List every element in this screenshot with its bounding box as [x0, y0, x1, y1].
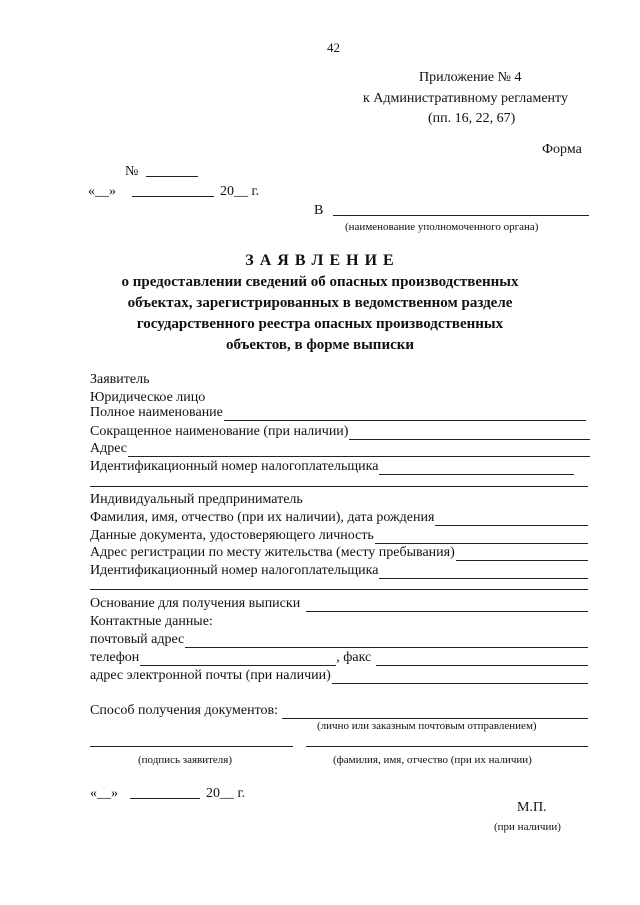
phone-fax-row	[90, 650, 588, 666]
appendix-line-3: (пп. 16, 22, 67)	[428, 111, 516, 126]
full-name-row	[90, 405, 586, 421]
appendix-line-2: к Административному регламенту	[363, 91, 568, 106]
full-name-label: Полное наименование	[90, 405, 223, 420]
full-name-field-line	[224, 407, 586, 421]
address-field-line	[128, 443, 590, 457]
date-day: «__»	[88, 184, 116, 199]
fio-field-line	[435, 512, 588, 526]
authority-caption: (наименование уполномоченного органа)	[345, 221, 539, 233]
signature-caption: (подпись заявителя)	[138, 754, 233, 766]
short-name-row	[90, 424, 590, 440]
legal-inn-label: Идентификационный номер налогоплательщика	[90, 459, 379, 474]
postal-label: почтовый адрес	[90, 632, 185, 647]
entrepreneur-inn-row	[90, 563, 588, 579]
footer-date-day: «__»	[90, 786, 118, 801]
phone-field-line	[140, 652, 336, 666]
number-field-line	[146, 176, 198, 177]
footer-date-month-line	[130, 798, 200, 799]
entrepreneur-inn-label: Идентификационный номер налогоплательщика	[90, 563, 379, 578]
phone-label: телефон	[90, 650, 140, 665]
applicant-label: Заявитель	[90, 372, 150, 387]
title-line-1: о предоставлении сведений об опасных производственных	[121, 274, 519, 290]
legal-entity-separator	[90, 486, 588, 487]
entrepreneur-label: Индивидуальный предприниматель	[90, 492, 303, 507]
signer-name-line	[306, 746, 588, 747]
legal-inn-row	[90, 459, 574, 475]
email-field-line	[332, 670, 588, 684]
basis-row	[90, 596, 588, 612]
reg-address-label: Адрес регистрации по месту жительства (месту пребывания)	[90, 545, 455, 560]
reg-address-row	[90, 545, 588, 561]
title-line-4: объектов, в форме выписки	[225, 337, 415, 353]
signature-line	[90, 746, 293, 747]
delivery-field-line	[282, 705, 588, 719]
basis-field-line	[306, 598, 588, 612]
email-row	[90, 668, 588, 684]
postal-field-line	[185, 634, 588, 648]
basis-label: Основание для получения выписки	[90, 596, 301, 611]
fax-field-line	[376, 652, 588, 666]
appendix-line-1: Приложение № 4	[419, 70, 522, 85]
id-doc-field-line	[375, 530, 588, 544]
title-line-3: государственного реестра опасных производственных	[136, 316, 504, 332]
delivery-label: Способ получения документов:	[90, 703, 279, 718]
entrepreneur-inn-field-line	[379, 565, 588, 579]
number-prefix: №	[125, 164, 139, 179]
footer-date-year: 20__ г.	[206, 786, 246, 801]
legal-entity-label: Юридическое лицо	[90, 390, 206, 405]
stamp-caption: (при наличии)	[494, 821, 561, 833]
contacts-label: Контактные данные:	[90, 614, 213, 629]
signer-name-caption: (фамилия, имя, отчество (при их наличии)	[333, 754, 532, 766]
delivery-row	[90, 703, 588, 719]
stamp-label: М.П.	[517, 800, 547, 815]
form-label: Форма	[542, 142, 582, 157]
fio-label: Фамилия, имя, отчество (при их наличии), дата рождения	[90, 510, 435, 525]
fio-row	[90, 510, 588, 526]
delivery-caption: (лично или заказным почтовым отправлением)	[317, 720, 537, 732]
legal-inn-field-line	[379, 461, 574, 475]
reg-address-field-line	[456, 547, 588, 561]
email-label: адрес электронной почты (при наличии)	[90, 668, 331, 683]
address-label: Адрес	[90, 441, 128, 456]
document-heading: З А Я В Л Е Н И Е	[245, 252, 395, 269]
title-line-2: объектах, зарегистрированных в ведомственном разделе	[127, 295, 513, 311]
short-name-label: Сокращенное наименование (при наличии)	[90, 424, 349, 439]
to-prefix: В	[314, 203, 324, 218]
page-number: 42	[327, 40, 340, 55]
id-doc-row	[90, 528, 588, 544]
fax-label: , факс	[336, 650, 372, 665]
id-doc-label: Данные документа, удостоверяющего личность	[90, 528, 374, 543]
date-year: 20__ г.	[220, 184, 260, 199]
authority-field-line	[333, 215, 589, 216]
address-row	[90, 441, 590, 457]
short-name-field-line	[349, 426, 590, 440]
date-month-line	[132, 196, 214, 197]
postal-row	[90, 632, 588, 648]
entrepreneur-separator	[90, 589, 588, 590]
